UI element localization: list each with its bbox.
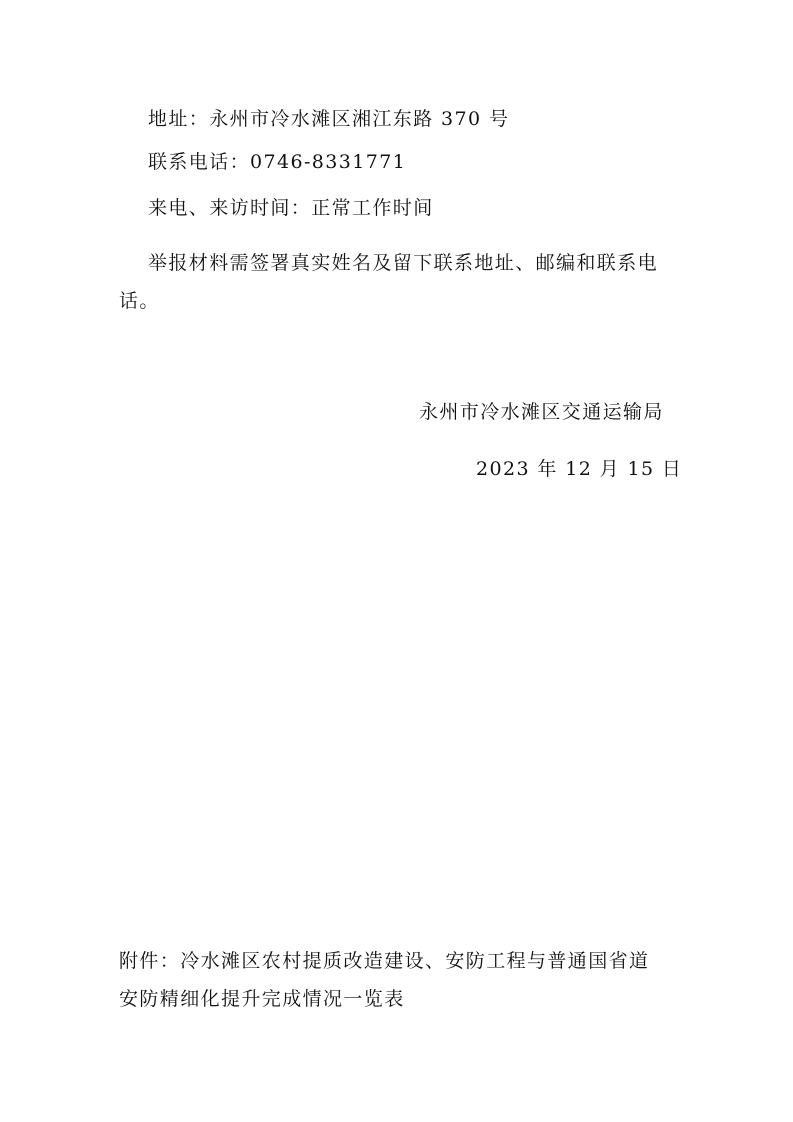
contact-address: 地址：永州市冷水滩区湘江东路 370 号 bbox=[148, 108, 510, 130]
attachment-line-1: 附件：冷水滩区农村提质改造建设、安防工程与普通国省道 bbox=[119, 950, 650, 972]
attachment-line-2: 安防精细化提升完成情况一览表 bbox=[119, 988, 405, 1010]
notice-line-2: 话。 bbox=[119, 290, 160, 312]
contact-hours: 来电、来访时间：正常工作时间 bbox=[148, 197, 434, 219]
signature-date: 2023 年 12 月 15 日 bbox=[476, 458, 683, 480]
contact-phone: 联系电话：0746-8331771 bbox=[148, 151, 407, 173]
notice-line-1: 举报材料需签署真实姓名及留下联系地址、邮编和联系电 bbox=[148, 252, 659, 274]
signature-organization: 永州市冷水滩区交通运输局 bbox=[419, 401, 664, 423]
